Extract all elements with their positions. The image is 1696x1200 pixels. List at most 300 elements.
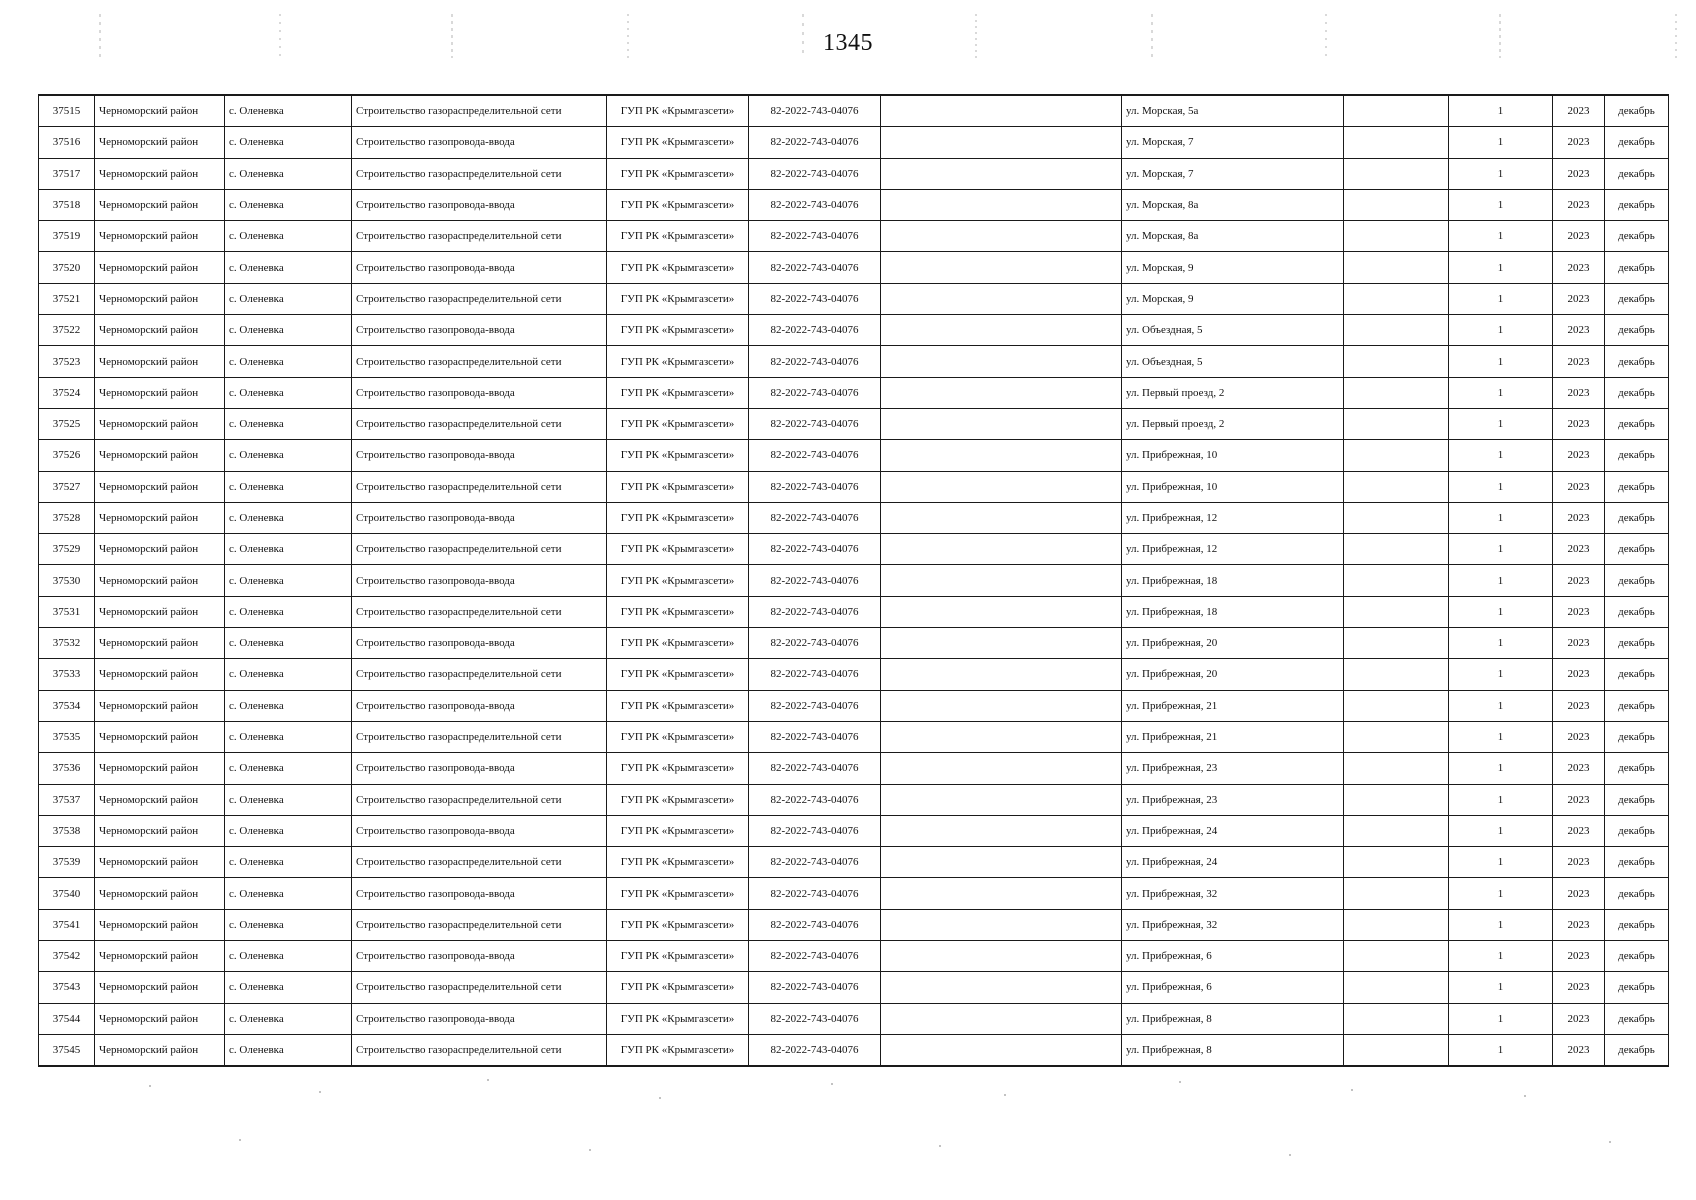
registry-code-cell: 82-2022-743-04076 xyxy=(749,941,881,972)
work-type-cell: Строительство газопровода-ввода xyxy=(352,127,607,158)
address-cell: ул. Прибрежная, 20 xyxy=(1122,628,1344,659)
empty-cell xyxy=(881,753,1122,784)
year-cell: 2023 xyxy=(1553,221,1605,252)
year-cell: 2023 xyxy=(1553,471,1605,502)
registry-code-cell: 82-2022-743-04076 xyxy=(749,972,881,1003)
empty-cell xyxy=(881,95,1122,127)
address-cell: ул. Прибрежная, 18 xyxy=(1122,565,1344,596)
registry-code-cell: 82-2022-743-04076 xyxy=(749,502,881,533)
village-cell: с. Оленевка xyxy=(225,628,352,659)
quantity-cell: 1 xyxy=(1449,878,1553,909)
address-cell: ул. Прибрежная, 24 xyxy=(1122,847,1344,878)
empty-cell xyxy=(1344,440,1449,471)
work-type-cell: Строительство газопровода-ввода xyxy=(352,941,607,972)
year-cell: 2023 xyxy=(1553,847,1605,878)
table-row xyxy=(39,784,1669,815)
table-row xyxy=(39,941,1669,972)
empty-cell xyxy=(1344,158,1449,189)
registry-code-cell: 82-2022-743-04076 xyxy=(749,95,881,127)
row-number: 37515 xyxy=(39,95,95,127)
work-type-cell: Строительство газопровода-ввода xyxy=(352,815,607,846)
empty-cell xyxy=(1344,753,1449,784)
month-cell: декабрь xyxy=(1605,847,1669,878)
work-type-cell: Строительство газораспределительной сети xyxy=(352,95,607,127)
empty-cell xyxy=(881,721,1122,752)
month-cell: декабрь xyxy=(1605,95,1669,127)
year-cell: 2023 xyxy=(1553,721,1605,752)
address-cell: ул. Прибрежная, 6 xyxy=(1122,941,1344,972)
village-cell: с. Оленевка xyxy=(225,408,352,439)
registry-code-cell: 82-2022-743-04076 xyxy=(749,534,881,565)
work-type-cell: Строительство газопровода-ввода xyxy=(352,440,607,471)
empty-cell xyxy=(881,909,1122,940)
row-number: 37526 xyxy=(39,440,95,471)
year-cell: 2023 xyxy=(1553,315,1605,346)
district-cell: Черноморский район xyxy=(95,221,225,252)
table-row xyxy=(39,847,1669,878)
row-number: 37537 xyxy=(39,784,95,815)
month-cell: декабрь xyxy=(1605,815,1669,846)
district-cell: Черноморский район xyxy=(95,972,225,1003)
year-cell: 2023 xyxy=(1553,346,1605,377)
table-row xyxy=(39,909,1669,940)
registry-code-cell: 82-2022-743-04076 xyxy=(749,1034,881,1066)
year-cell: 2023 xyxy=(1553,377,1605,408)
month-cell: декабрь xyxy=(1605,972,1669,1003)
address-cell: ул. Прибрежная, 23 xyxy=(1122,784,1344,815)
year-cell: 2023 xyxy=(1553,596,1605,627)
empty-cell xyxy=(881,1034,1122,1066)
district-cell: Черноморский район xyxy=(95,784,225,815)
organization-cell: ГУП РК «Крымгазсети» xyxy=(607,95,749,127)
quantity-cell: 1 xyxy=(1449,346,1553,377)
page-number: 1345 xyxy=(823,30,873,56)
empty-cell xyxy=(1344,283,1449,314)
table-row xyxy=(39,534,1669,565)
table-row xyxy=(39,690,1669,721)
address-cell: ул. Прибрежная, 8 xyxy=(1122,1003,1344,1034)
year-cell: 2023 xyxy=(1553,878,1605,909)
empty-cell xyxy=(881,189,1122,220)
table-row xyxy=(39,408,1669,439)
district-cell: Черноморский район xyxy=(95,158,225,189)
month-cell: декабрь xyxy=(1605,909,1669,940)
village-cell: с. Оленевка xyxy=(225,721,352,752)
quantity-cell: 1 xyxy=(1449,377,1553,408)
district-cell: Черноморский район xyxy=(95,440,225,471)
empty-cell xyxy=(1344,95,1449,127)
empty-cell xyxy=(1344,659,1449,690)
address-cell: ул. Морская, 7 xyxy=(1122,158,1344,189)
empty-cell xyxy=(1344,408,1449,439)
empty-cell xyxy=(1344,502,1449,533)
village-cell: с. Оленевка xyxy=(225,941,352,972)
empty-cell xyxy=(1344,847,1449,878)
table-row xyxy=(39,252,1669,283)
village-cell: с. Оленевка xyxy=(225,690,352,721)
table-row xyxy=(39,659,1669,690)
row-number: 37531 xyxy=(39,596,95,627)
registry-code-cell: 82-2022-743-04076 xyxy=(749,440,881,471)
registry-code-cell: 82-2022-743-04076 xyxy=(749,283,881,314)
registry-code-cell: 82-2022-743-04076 xyxy=(749,690,881,721)
row-number: 37525 xyxy=(39,408,95,439)
district-cell: Черноморский район xyxy=(95,127,225,158)
empty-cell xyxy=(881,941,1122,972)
address-cell: ул. Морская, 9 xyxy=(1122,283,1344,314)
year-cell: 2023 xyxy=(1553,941,1605,972)
empty-cell xyxy=(881,628,1122,659)
district-cell: Черноморский район xyxy=(95,659,225,690)
village-cell: с. Оленевка xyxy=(225,596,352,627)
registry-body xyxy=(39,95,1669,1066)
quantity-cell: 1 xyxy=(1449,315,1553,346)
village-cell: с. Оленевка xyxy=(225,283,352,314)
work-type-cell: Строительство газораспределительной сети xyxy=(352,283,607,314)
empty-cell xyxy=(1344,721,1449,752)
empty-cell xyxy=(881,596,1122,627)
month-cell: декабрь xyxy=(1605,753,1669,784)
district-cell: Черноморский район xyxy=(95,283,225,314)
empty-cell xyxy=(881,440,1122,471)
empty-cell xyxy=(1344,346,1449,377)
address-cell: ул. Прибрежная, 21 xyxy=(1122,721,1344,752)
village-cell: с. Оленевка xyxy=(225,127,352,158)
district-cell: Черноморский район xyxy=(95,628,225,659)
organization-cell: ГУП РК «Крымгазсети» xyxy=(607,690,749,721)
address-cell: ул. Морская, 8а xyxy=(1122,221,1344,252)
work-type-cell: Строительство газопровода-ввода xyxy=(352,1003,607,1034)
quantity-cell: 1 xyxy=(1449,909,1553,940)
year-cell: 2023 xyxy=(1553,815,1605,846)
table-row xyxy=(39,221,1669,252)
organization-cell: ГУП РК «Крымгазсети» xyxy=(607,1034,749,1066)
village-cell: с. Оленевка xyxy=(225,502,352,533)
district-cell: Черноморский район xyxy=(95,596,225,627)
organization-cell: ГУП РК «Крымгазсети» xyxy=(607,1003,749,1034)
address-cell: ул. Прибрежная, 32 xyxy=(1122,909,1344,940)
address-cell: ул. Морская, 7 xyxy=(1122,127,1344,158)
organization-cell: ГУП РК «Крымгазсети» xyxy=(607,815,749,846)
address-cell: ул. Прибрежная, 12 xyxy=(1122,502,1344,533)
empty-cell xyxy=(1344,628,1449,659)
address-cell: ул. Прибрежная, 6 xyxy=(1122,972,1344,1003)
registry-code-cell: 82-2022-743-04076 xyxy=(749,127,881,158)
table-row xyxy=(39,95,1669,127)
empty-cell xyxy=(881,565,1122,596)
registry-code-cell: 82-2022-743-04076 xyxy=(749,628,881,659)
organization-cell: ГУП РК «Крымгазсети» xyxy=(607,471,749,502)
month-cell: декабрь xyxy=(1605,440,1669,471)
empty-cell xyxy=(881,815,1122,846)
work-type-cell: Строительство газопровода-ввода xyxy=(352,377,607,408)
village-cell: с. Оленевка xyxy=(225,189,352,220)
empty-cell xyxy=(1344,941,1449,972)
work-type-cell: Строительство газораспределительной сети xyxy=(352,721,607,752)
district-cell: Черноморский район xyxy=(95,377,225,408)
organization-cell: ГУП РК «Крымгазсети» xyxy=(607,721,749,752)
table-row xyxy=(39,158,1669,189)
registry-code-cell: 82-2022-743-04076 xyxy=(749,158,881,189)
registry-code-cell: 82-2022-743-04076 xyxy=(749,878,881,909)
year-cell: 2023 xyxy=(1553,408,1605,439)
row-number: 37542 xyxy=(39,941,95,972)
registry-code-cell: 82-2022-743-04076 xyxy=(749,753,881,784)
month-cell: декабрь xyxy=(1605,346,1669,377)
row-number: 37533 xyxy=(39,659,95,690)
row-number: 37536 xyxy=(39,753,95,784)
registry-code-cell: 82-2022-743-04076 xyxy=(749,315,881,346)
quantity-cell: 1 xyxy=(1449,534,1553,565)
registry-code-cell: 82-2022-743-04076 xyxy=(749,565,881,596)
month-cell: декабрь xyxy=(1605,1003,1669,1034)
address-cell: ул. Первый проезд, 2 xyxy=(1122,408,1344,439)
village-cell: с. Оленевка xyxy=(225,878,352,909)
registry-code-cell: 82-2022-743-04076 xyxy=(749,815,881,846)
address-cell: ул. Прибрежная, 20 xyxy=(1122,659,1344,690)
district-cell: Черноморский район xyxy=(95,753,225,784)
address-cell: ул. Прибрежная, 21 xyxy=(1122,690,1344,721)
quantity-cell: 1 xyxy=(1449,847,1553,878)
empty-cell xyxy=(1344,878,1449,909)
work-type-cell: Строительство газораспределительной сети xyxy=(352,221,607,252)
empty-cell xyxy=(881,127,1122,158)
address-cell: ул. Прибрежная, 8 xyxy=(1122,1034,1344,1066)
year-cell: 2023 xyxy=(1553,252,1605,283)
organization-cell: ГУП РК «Крымгазсети» xyxy=(607,784,749,815)
row-number: 37518 xyxy=(39,189,95,220)
quantity-cell: 1 xyxy=(1449,440,1553,471)
empty-cell xyxy=(881,346,1122,377)
empty-cell xyxy=(1344,690,1449,721)
table-row xyxy=(39,878,1669,909)
district-cell: Черноморский район xyxy=(95,502,225,533)
month-cell: декабрь xyxy=(1605,221,1669,252)
district-cell: Черноморский район xyxy=(95,189,225,220)
organization-cell: ГУП РК «Крымгазсети» xyxy=(607,909,749,940)
village-cell: с. Оленевка xyxy=(225,315,352,346)
month-cell: декабрь xyxy=(1605,283,1669,314)
year-cell: 2023 xyxy=(1553,158,1605,189)
month-cell: декабрь xyxy=(1605,721,1669,752)
work-type-cell: Строительство газораспределительной сети xyxy=(352,471,607,502)
row-number: 37538 xyxy=(39,815,95,846)
table-row xyxy=(39,315,1669,346)
year-cell: 2023 xyxy=(1553,690,1605,721)
village-cell: с. Оленевка xyxy=(225,1034,352,1066)
district-cell: Черноморский район xyxy=(95,1034,225,1066)
row-number: 37543 xyxy=(39,972,95,1003)
district-cell: Черноморский район xyxy=(95,346,225,377)
year-cell: 2023 xyxy=(1553,1034,1605,1066)
address-cell: ул. Прибрежная, 10 xyxy=(1122,440,1344,471)
empty-cell xyxy=(881,221,1122,252)
work-type-cell: Строительство газопровода-ввода xyxy=(352,628,607,659)
work-type-cell: Строительство газораспределительной сети xyxy=(352,534,607,565)
month-cell: декабрь xyxy=(1605,315,1669,346)
month-cell: декабрь xyxy=(1605,565,1669,596)
registry-code-cell: 82-2022-743-04076 xyxy=(749,784,881,815)
empty-cell xyxy=(1344,534,1449,565)
year-cell: 2023 xyxy=(1553,628,1605,659)
work-type-cell: Строительство газопровода-ввода xyxy=(352,502,607,533)
district-cell: Черноморский район xyxy=(95,252,225,283)
district-cell: Черноморский район xyxy=(95,721,225,752)
organization-cell: ГУП РК «Крымгазсети» xyxy=(607,221,749,252)
address-cell: ул. Прибрежная, 18 xyxy=(1122,596,1344,627)
empty-cell xyxy=(881,283,1122,314)
organization-cell: ГУП РК «Крымгазсети» xyxy=(607,283,749,314)
address-cell: ул. Прибрежная, 23 xyxy=(1122,753,1344,784)
quantity-cell: 1 xyxy=(1449,252,1553,283)
work-type-cell: Строительство газораспределительной сети xyxy=(352,784,607,815)
work-type-cell: Строительство газораспределительной сети xyxy=(352,847,607,878)
organization-cell: ГУП РК «Крымгазсети» xyxy=(607,158,749,189)
empty-cell xyxy=(1344,377,1449,408)
organization-cell: ГУП РК «Крымгазсети» xyxy=(607,408,749,439)
organization-cell: ГУП РК «Крымгазсети» xyxy=(607,565,749,596)
empty-cell xyxy=(1344,315,1449,346)
district-cell: Черноморский район xyxy=(95,1003,225,1034)
table-row xyxy=(39,972,1669,1003)
organization-cell: ГУП РК «Крымгазсети» xyxy=(607,189,749,220)
district-cell: Черноморский район xyxy=(95,878,225,909)
table-row xyxy=(39,1034,1669,1066)
empty-cell xyxy=(881,878,1122,909)
district-cell: Черноморский район xyxy=(95,534,225,565)
month-cell: декабрь xyxy=(1605,252,1669,283)
organization-cell: ГУП РК «Крымгазсети» xyxy=(607,847,749,878)
organization-cell: ГУП РК «Крымгазсети» xyxy=(607,346,749,377)
month-cell: декабрь xyxy=(1605,189,1669,220)
village-cell: с. Оленевка xyxy=(225,847,352,878)
work-type-cell: Строительство газопровода-ввода xyxy=(352,189,607,220)
table-row xyxy=(39,471,1669,502)
registry-code-cell: 82-2022-743-04076 xyxy=(749,471,881,502)
quantity-cell: 1 xyxy=(1449,502,1553,533)
organization-cell: ГУП РК «Крымгазсети» xyxy=(607,941,749,972)
year-cell: 2023 xyxy=(1553,784,1605,815)
month-cell: декабрь xyxy=(1605,784,1669,815)
district-cell: Черноморский район xyxy=(95,909,225,940)
address-cell: ул. Морская, 5а xyxy=(1122,95,1344,127)
row-number: 37532 xyxy=(39,628,95,659)
empty-cell xyxy=(881,972,1122,1003)
quantity-cell: 1 xyxy=(1449,753,1553,784)
empty-cell xyxy=(881,158,1122,189)
table-row xyxy=(39,283,1669,314)
table-row xyxy=(39,628,1669,659)
empty-cell xyxy=(1344,972,1449,1003)
registry-code-cell: 82-2022-743-04076 xyxy=(749,847,881,878)
registry-code-cell: 82-2022-743-04076 xyxy=(749,189,881,220)
address-cell: ул. Объездная, 5 xyxy=(1122,346,1344,377)
organization-cell: ГУП РК «Крымгазсети» xyxy=(607,252,749,283)
district-cell: Черноморский район xyxy=(95,941,225,972)
empty-cell xyxy=(881,659,1122,690)
year-cell: 2023 xyxy=(1553,95,1605,127)
empty-cell xyxy=(881,502,1122,533)
year-cell: 2023 xyxy=(1553,1003,1605,1034)
district-cell: Черноморский район xyxy=(95,815,225,846)
year-cell: 2023 xyxy=(1553,565,1605,596)
empty-cell xyxy=(881,847,1122,878)
village-cell: с. Оленевка xyxy=(225,471,352,502)
quantity-cell: 1 xyxy=(1449,784,1553,815)
quantity-cell: 1 xyxy=(1449,596,1553,627)
row-number: 37534 xyxy=(39,690,95,721)
month-cell: декабрь xyxy=(1605,471,1669,502)
work-type-cell: Строительство газораспределительной сети xyxy=(352,909,607,940)
village-cell: с. Оленевка xyxy=(225,815,352,846)
organization-cell: ГУП РК «Крымгазсети» xyxy=(607,440,749,471)
village-cell: с. Оленевка xyxy=(225,565,352,596)
year-cell: 2023 xyxy=(1553,659,1605,690)
quantity-cell: 1 xyxy=(1449,471,1553,502)
month-cell: декабрь xyxy=(1605,127,1669,158)
village-cell: с. Оленевка xyxy=(225,909,352,940)
row-number: 37539 xyxy=(39,847,95,878)
village-cell: с. Оленевка xyxy=(225,1003,352,1034)
row-number: 37524 xyxy=(39,377,95,408)
work-type-cell: Строительство газораспределительной сети xyxy=(352,346,607,377)
row-number: 37527 xyxy=(39,471,95,502)
month-cell: декабрь xyxy=(1605,502,1669,533)
work-type-cell: Строительство газопровода-ввода xyxy=(352,252,607,283)
row-number: 37519 xyxy=(39,221,95,252)
empty-cell xyxy=(1344,596,1449,627)
address-cell: ул. Прибрежная, 24 xyxy=(1122,815,1344,846)
registry-code-cell: 82-2022-743-04076 xyxy=(749,377,881,408)
table-row xyxy=(39,721,1669,752)
quantity-cell: 1 xyxy=(1449,659,1553,690)
empty-cell xyxy=(1344,471,1449,502)
village-cell: с. Оленевка xyxy=(225,972,352,1003)
month-cell: декабрь xyxy=(1605,534,1669,565)
empty-cell xyxy=(1344,1034,1449,1066)
quantity-cell: 1 xyxy=(1449,1034,1553,1066)
empty-cell xyxy=(1344,252,1449,283)
quantity-cell: 1 xyxy=(1449,408,1553,439)
table-row xyxy=(39,753,1669,784)
village-cell: с. Оленевка xyxy=(225,534,352,565)
table-row xyxy=(39,189,1669,220)
address-cell: ул. Морская, 9 xyxy=(1122,252,1344,283)
organization-cell: ГУП РК «Крымгазсети» xyxy=(607,628,749,659)
quantity-cell: 1 xyxy=(1449,1003,1553,1034)
year-cell: 2023 xyxy=(1553,534,1605,565)
work-type-cell: Строительство газораспределительной сети xyxy=(352,158,607,189)
work-type-cell: Строительство газопровода-ввода xyxy=(352,565,607,596)
year-cell: 2023 xyxy=(1553,502,1605,533)
empty-cell xyxy=(881,784,1122,815)
table-row xyxy=(39,377,1669,408)
work-type-cell: Строительство газораспределительной сети xyxy=(352,408,607,439)
address-cell: ул. Прибрежная, 12 xyxy=(1122,534,1344,565)
row-number: 37517 xyxy=(39,158,95,189)
year-cell: 2023 xyxy=(1553,440,1605,471)
table-row xyxy=(39,1003,1669,1034)
empty-cell xyxy=(881,315,1122,346)
quantity-cell: 1 xyxy=(1449,972,1553,1003)
organization-cell: ГУП РК «Крымгазсети» xyxy=(607,127,749,158)
work-type-cell: Строительство газопровода-ввода xyxy=(352,753,607,784)
address-cell: ул. Прибрежная, 10 xyxy=(1122,471,1344,502)
work-type-cell: Строительство газопровода-ввода xyxy=(352,878,607,909)
month-cell: декабрь xyxy=(1605,690,1669,721)
village-cell: с. Оленевка xyxy=(225,377,352,408)
row-number: 37522 xyxy=(39,315,95,346)
